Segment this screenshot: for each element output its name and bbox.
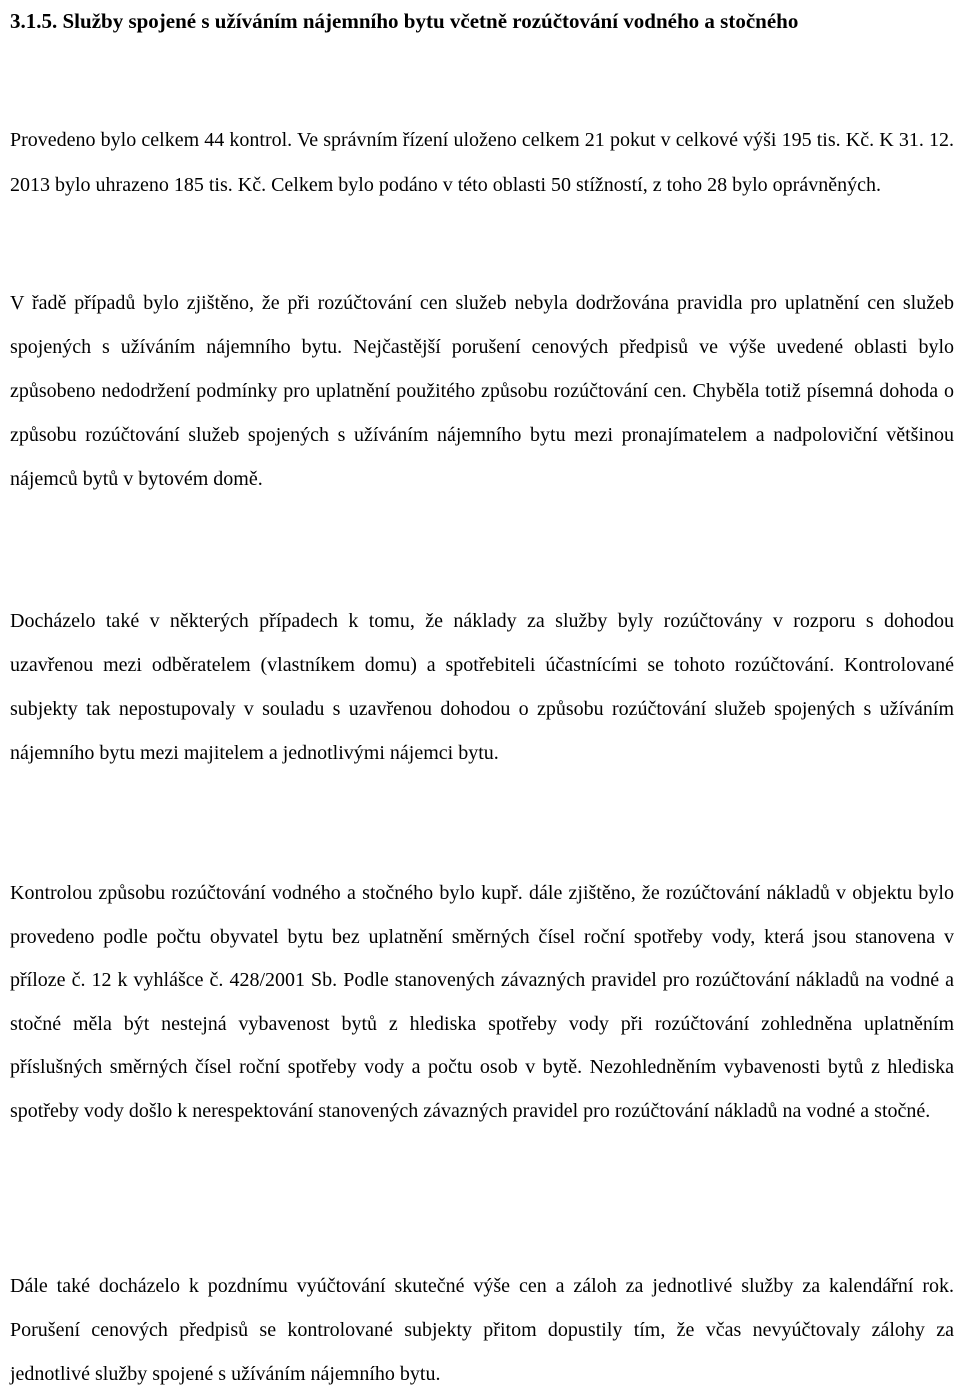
paragraph-agreement-discrepancies: Docházelo také v některých případech k tomu, že náklady za služby byly rozúčtovány v rozporu s dohodou uzavřenou mezi odběratelem (vlastníkem domu) a spotřebiteli účastnícími se tohoto rozúčtování. Kontrolované subjekty tak nepostupovaly v souladu s uzavřenou dohodou o způsobu rozúčtování služeb spojených s užíváním nájemního bytu mezi majitelem a jednotlivými nájemci bytu. bbox=[10, 610, 954, 764]
section-heading: 3.1.5. Služby spojené s užíváním nájemního bytu včetně rozúčtování vodného a stočného bbox=[10, 9, 799, 33]
paragraph-inspections-summary: Provedeno bylo celkem 44 kontrol. Ve správním řízení uloženo celkem 21 pokut v celkové výši 195 tis. Kč. K 31. 12. 2013 bylo uhrazeno 185 tis. Kč. Celkem bylo podáno v této oblasti 50 stížností, z toho 28 bylo oprávněných. bbox=[10, 129, 954, 196]
paragraph-water-billing: Kontrolou způsobu rozúčtování vodného a stočného bylo kupř. dále zjištěno, že rozúčtování nákladů v objektu bylo provedeno podle počtu obyvatel bytu bez uplatnění směrných čísel roční spotřeby vody, která jsou stanovena v příloze č. 12 k vyhlášce č. 428/2001 Sb. Podle stanovených závazných pravidel pro rozúčtování nákladů na vodné a stočné měla být nestejná vybavenost bytů z hlediska spotřeby vody při rozúčtování zohledněna uplatněním příslušných směrných čísel roční spotřeby vody a počtu osob v bytě. Nezohledněním vybavenosti bytů z hlediska spotřeby vody došlo k nerespektování stanovených závazných pravidel pro rozúčtování nákladů na vodné a stočné. bbox=[10, 882, 954, 1122]
paragraph-pricing-rules-violations: V řadě případů bylo zjištěno, že při rozúčtování cen služeb nebyla dodržována pravidla pro uplatnění cen služeb spojených s užíváním nájemního bytu. Nejčastější porušení cenových předpisů ve výše uvedené oblasti bylo způsobeno nedodržení podmínky pro uplatnění použitého způsobu rozúčtování cen. Chyběla totiž písemná dohoda o způsobu rozúčtování služeb spojených s užíváním nájemního bytu mezi pronajímatelem a nadpoloviční většinou nájemců bytů v bytovém domě. bbox=[10, 292, 954, 490]
paragraph-late-settlement: Dále také docházelo k pozdnímu vyúčtování skutečné výše cen a záloh za jednotlivé služby za kalendářní rok. Porušení cenových předpisů se kontrolované subjekty přitom dopustily tím, že včas nevyúčtovaly zálohy za jednotlivé služby spojené s užíváním nájemního bytu. bbox=[10, 1275, 954, 1385]
